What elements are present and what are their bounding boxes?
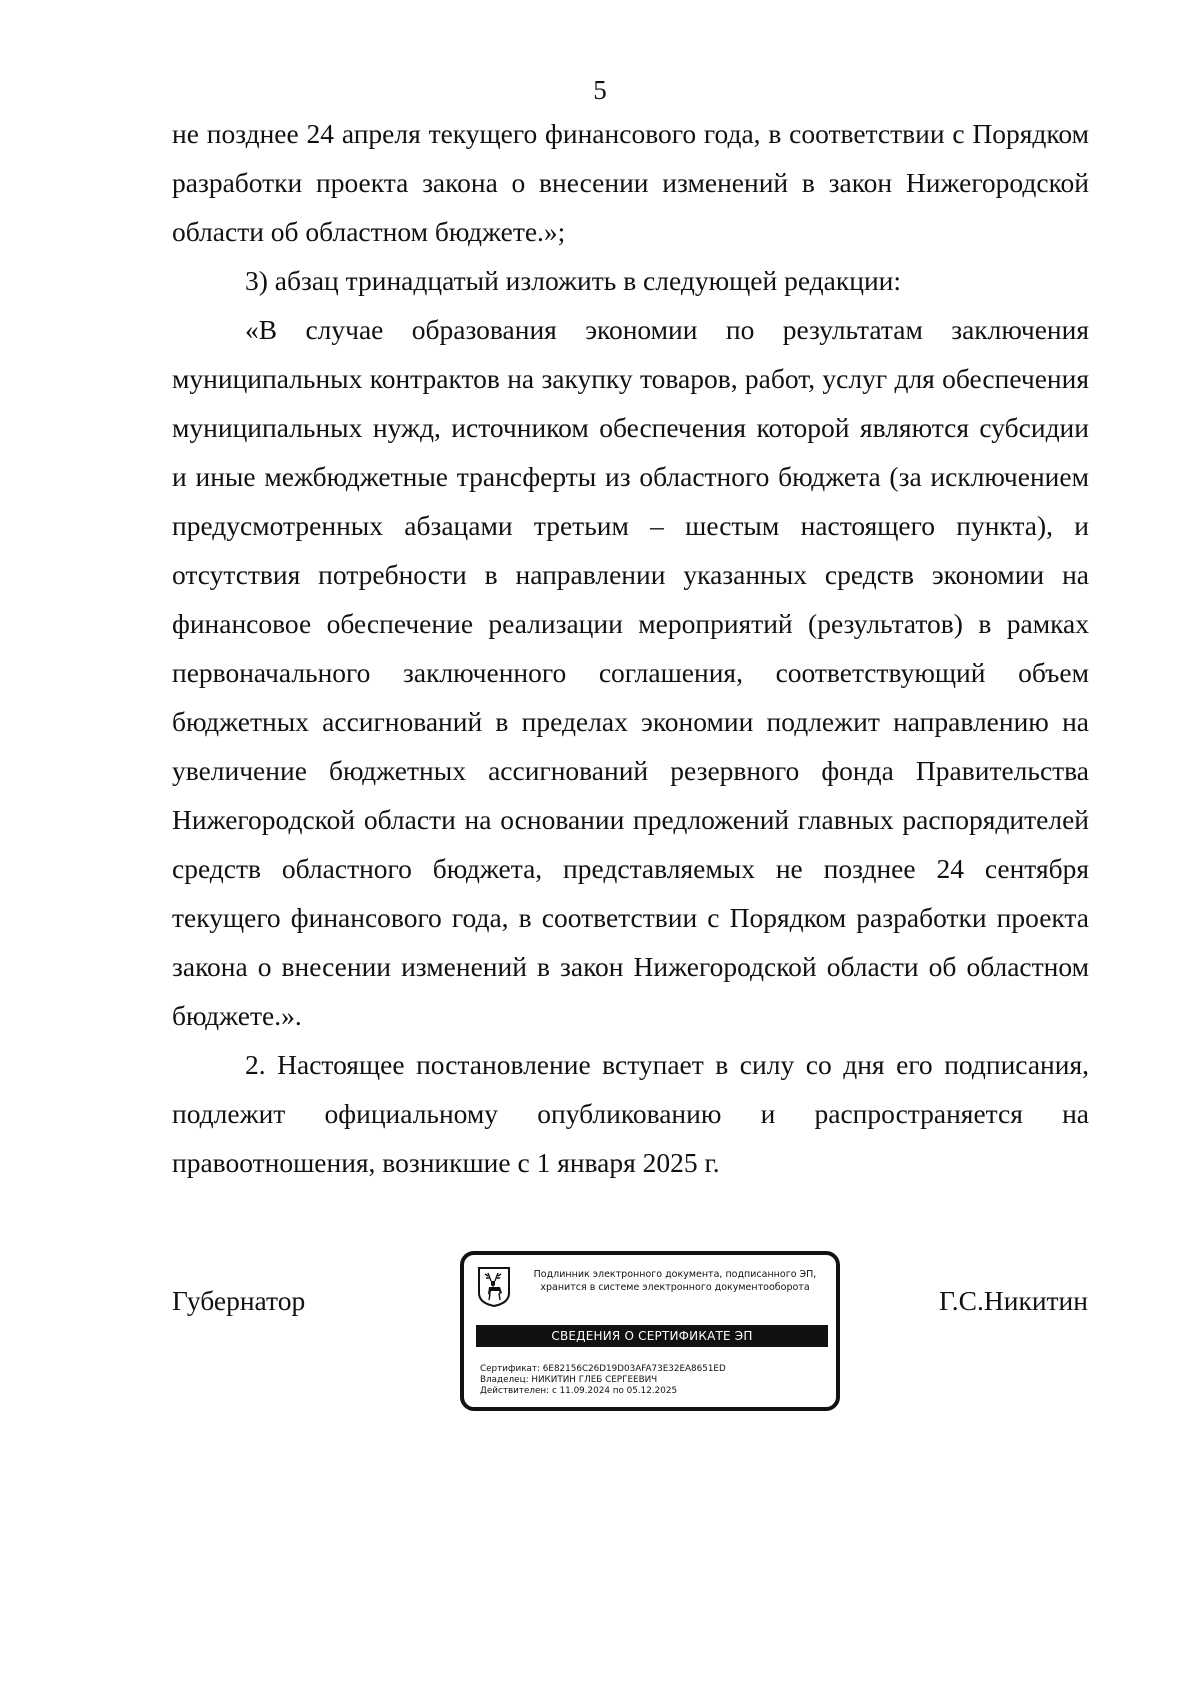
stamp-header [516, 1268, 834, 1294]
signatory-name: Г.С.Никитин [939, 1285, 1088, 1316]
stamp-certificate-number: Сертификат: 6E82156C26D19D03AFA73E32EA8651ED [480, 1364, 726, 1374]
electronic-signature-stamp [460, 1251, 840, 1411]
stamp-certificate-details [480, 1364, 726, 1397]
paragraph-item-3: 3) абзац тринадцатый изложить в следующей редакции: [245, 265, 902, 296]
stamp-certificate-validity: Действителен: с 11.09.2024 по 05.12.2025 [480, 1386, 678, 1396]
signatory-position: Губернатор [172, 1285, 306, 1316]
page-number: 5 [593, 75, 607, 105]
stamp-header-line-1: Подлинник электронного документа, подписанного ЭП, [533, 1269, 817, 1280]
paragraph-item-2: 2. Настоящее постановление вступает в силу со дня его подписания, подлежит официальному опубликованию и распространяется на правоотношения, возникшие с 1 января 2025 г. [172, 1049, 1089, 1178]
stamp-header-line-2: хранится в системе электронного документооборота [540, 1282, 810, 1293]
document-body [172, 109, 1089, 1187]
stamp-certificate-owner: Владелец: НИКИТИН ГЛЕБ СЕРГЕЕВИЧ [480, 1375, 658, 1385]
paragraph-quoted-text: «В случае образования экономии по результатам заключения муниципальных контрактов на закупку товаров, работ, услуг для обеспечения муниципальных нужд, источником обеспечения которой являются субсидии и иные межбюджетные трансферты из областного бюджета (за исключением предусмотренных абзацами третьим – шестым настоящего пункта), и отсутствия потребности в направлении указанных средств экономии на финансовое обеспечение реализации мероприятий (результатов) в рамках первоначального заключенного соглашения, соответствующий объем бюджетных ассигнований в пределах экономии подлежит направлению на увеличение бюджетных ассигнований резервного фонда Правительства Нижегородской области на основании предложений главных распорядителей средств областного бюджета, представляемых не позднее 24 сентября текущего финансового года, в соответствии с Порядком разработки проекта закона о внесении изменений в закон Нижегородской области об областном бюджете.». [172, 314, 1089, 1031]
paragraph-continuation: не позднее 24 апреля текущего финансового года, в соответствии с Порядком разработки проекта закона о внесении изменений в закон Нижегородской области об областном бюджете.»; [172, 118, 1089, 247]
stamp-certificate-title: СВЕДЕНИЯ О СЕРТИФИКАТЕ ЭП [476, 1325, 828, 1347]
nizhny-novgorod-deer-emblem-icon [478, 1267, 510, 1307]
